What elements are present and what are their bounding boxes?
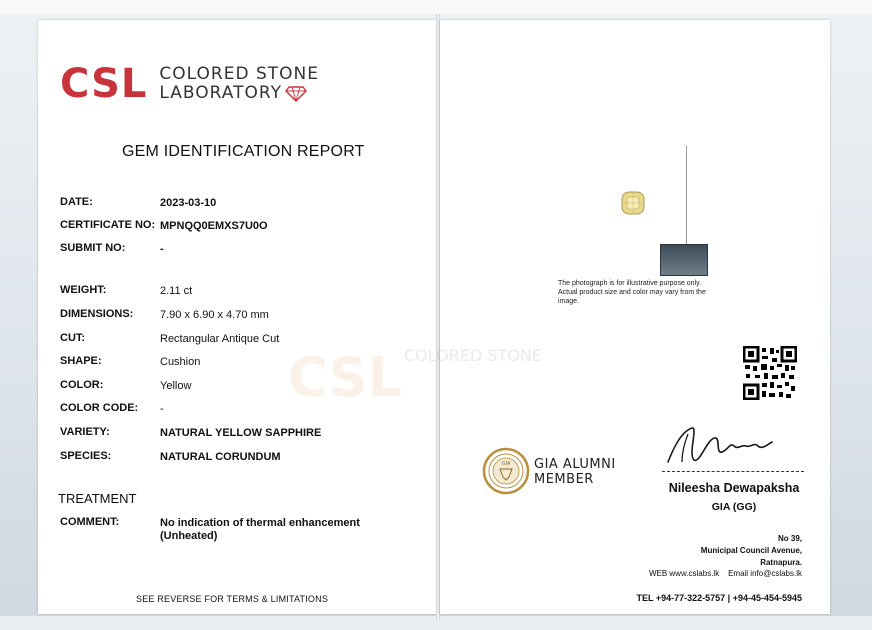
contact-email: Email info@cslabs.lk <box>728 569 802 578</box>
contact-tel: TEL +94-77-322-5757 | +94-45-454-5945 <box>636 593 802 603</box>
csl-logo <box>60 61 319 107</box>
date-value: 2023-03-10 <box>160 197 217 209</box>
watermark-mark: CSL <box>288 346 402 409</box>
species-value: NATURAL CORUNDUM <box>160 451 281 463</box>
csl-watermark <box>288 346 402 409</box>
submit-no-label: SUBMIT NO: <box>60 242 126 254</box>
weight-label: WEIGHT: <box>60 284 107 296</box>
contact-web-email <box>649 569 802 578</box>
terms-footer-note: SEE REVERSE FOR TERMS & LIMITATIONS <box>136 594 329 604</box>
gia-alumni-line1: GIA ALUMNI <box>534 457 616 472</box>
logo-name-line2-row <box>159 84 319 103</box>
photo-disclaimer: The photograph is for illustrative purpose only. Actual product size and color may vary from the image. <box>558 280 706 305</box>
species-label: SPECIES: <box>60 450 112 462</box>
signatory-title: GIA (GG) <box>711 501 757 513</box>
address-line3: Ratnapura. <box>760 558 802 567</box>
certificate-no-label: CERTIFICATE NO: <box>60 219 156 231</box>
logo-name-line1: COLORED STONE <box>159 64 319 84</box>
address-line2: Municipal Council Avenue, <box>700 546 802 555</box>
variety-label: VARIETY: <box>60 426 110 438</box>
report-title: GEM IDENTIFICATION REPORT <box>122 143 365 160</box>
signature-line <box>662 471 804 472</box>
variety-value: NATURAL YELLOW SAPPHIRE <box>160 427 322 439</box>
gia-seal-text: GIA <box>501 461 511 467</box>
comment-line2: (Unheated) <box>160 530 218 542</box>
cut-value: Rectangular Antique Cut <box>160 333 280 345</box>
handwritten-signature <box>658 424 808 472</box>
gia-alumni-text <box>534 457 616 487</box>
shape-label: SHAPE: <box>60 355 102 367</box>
report-right-page <box>404 20 830 614</box>
report-left-page <box>38 20 436 614</box>
diamond-icon <box>285 86 307 102</box>
treatment-heading: TREATMENT <box>58 491 137 506</box>
logo-mark: CSL <box>60 61 148 107</box>
weight-value: 2.11 ct <box>160 285 193 297</box>
color-code-value: - <box>160 403 164 415</box>
dimensions-label: DIMENSIONS: <box>60 308 134 320</box>
watermark-name: COLORED STONE <box>404 346 542 365</box>
comment-label: COMMENT: <box>60 516 120 528</box>
submit-no-value: - <box>160 243 164 255</box>
cut-label: CUT: <box>60 332 86 344</box>
gia-alumni-seal-icon <box>482 447 530 495</box>
gia-alumni-line2: MEMBER <box>534 472 594 487</box>
logo-name-line2: LABORATORY <box>159 83 282 103</box>
color-label: COLOR: <box>60 379 104 391</box>
logo-text <box>159 65 319 103</box>
qr-code-icon <box>743 346 797 400</box>
signatory-name: Nileesha Dewapaksha <box>668 481 800 495</box>
contact-web: WEB www.cslabs.lk <box>648 569 720 578</box>
color-value: Yellow <box>160 380 192 392</box>
certificate-no-value: MPNQQ0EMXS7U0O <box>160 220 268 232</box>
comment-line1: No indication of thermal enhancement <box>160 517 360 529</box>
photo-scale-block <box>660 244 708 276</box>
address-line1: No 39, <box>777 534 802 543</box>
color-code-label: COLOR CODE: <box>60 402 139 414</box>
shape-value: Cushion <box>160 356 201 368</box>
sleeve-top-edge <box>0 0 872 14</box>
dimensions-value: 7.90 x 6.90 x 4.70 mm <box>160 309 269 321</box>
date-label: DATE: <box>60 196 93 208</box>
gemstone-photo <box>620 190 646 216</box>
